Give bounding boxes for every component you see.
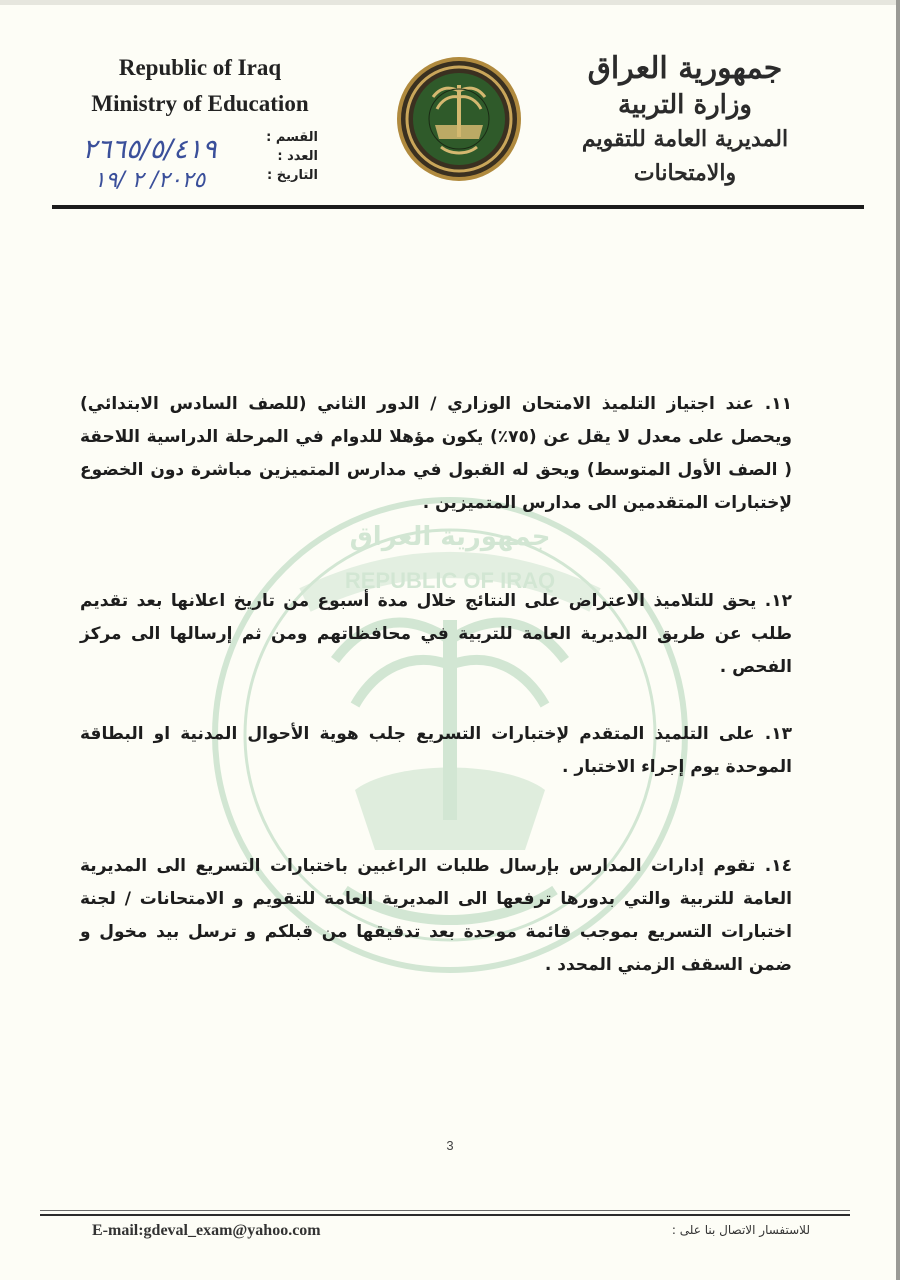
footer-email: E-mail:gdeval_exam@yahoo.com	[92, 1222, 321, 1239]
header-english	[70, 50, 330, 122]
page-number: 3	[446, 1138, 454, 1153]
label-section: القسم :	[266, 130, 318, 145]
meta-labels	[228, 128, 318, 185]
watermark-arabic: جمهورية العراق	[349, 522, 551, 552]
label-number: العدد :	[277, 149, 318, 164]
handwritten-number: ٢٦٦٥/٥/٤١٩	[82, 134, 217, 165]
scan-edge-right	[896, 0, 900, 1280]
footer-divider-thin	[40, 1210, 850, 1211]
label-date: التاريخ :	[267, 168, 318, 183]
country-name-en: Republic of Iraq	[118, 55, 282, 80]
footer-divider	[40, 1214, 850, 1216]
scan-edge-top	[0, 0, 900, 5]
footer-contact: للاستفسار الاتصال بنا على :	[671, 1223, 810, 1237]
clause-13: ١٣. على التلميذ المتقدم لإختبارات التسريع جلب هوية الأحوال المدنية او البطاقة الموحدة يوم إجراء الاختبار .	[80, 724, 792, 777]
directorate-name-ar: المديرية العامة للتقويم والامتحانات	[581, 126, 789, 186]
iraq-emblem-seal	[395, 55, 523, 183]
country-name-ar: جمهورية العراق	[587, 51, 783, 86]
header-divider	[52, 205, 864, 209]
clause-14: ١٤. تقوم إدارات المدارس بإرسال طلبات الراغبين باختبارات التسريع الى المديرية العامة للتربية والتي بدورها ترفعها الى المديرية العامة للتقويم و الامتحانات / لجنة اختبارات التسريع بموجب قائمة موحدة بعد تدقيقها من قبلكم و ترسل بيد مخول و ضمن السقف الزمني المحدد .	[80, 856, 792, 975]
ministry-name-en: Ministry of Education	[91, 91, 309, 116]
clause-11: ١١. عند اجتياز التلميذ الامتحان الوزاري / الدور الثاني (للصف السادس الابتدائي) ويحصل على معدل لا يقل عن (٧٥٪) يكون مؤهلا للدوام في المرحلة الدراسية اللاحقة ( الصف الأول المتوسط) ويحق له القبول في مدارس المتميزين مباشرة دون الخضوع لإختبارات المتقدمين الى مدارس المتميزين .	[80, 394, 792, 513]
clause-12: ١٢. يحق للتلاميذ الاعتراض على النتائج خلال مدة أسبوع من تاريخ اعلانها بعد تقديم طلب عن طريق المديرية العامة للتربية في محافظاتهم ومن ثم إرسالها الى مركز الفحص .	[80, 591, 792, 677]
ministry-name-ar: وزارة التربية	[618, 90, 752, 120]
watermark-english: REPUBLIC OF IRAQ	[344, 568, 556, 593]
handwritten-date: ٢٠٢٥/ ٢ /١٩	[93, 168, 206, 193]
header-arabic	[535, 50, 835, 190]
